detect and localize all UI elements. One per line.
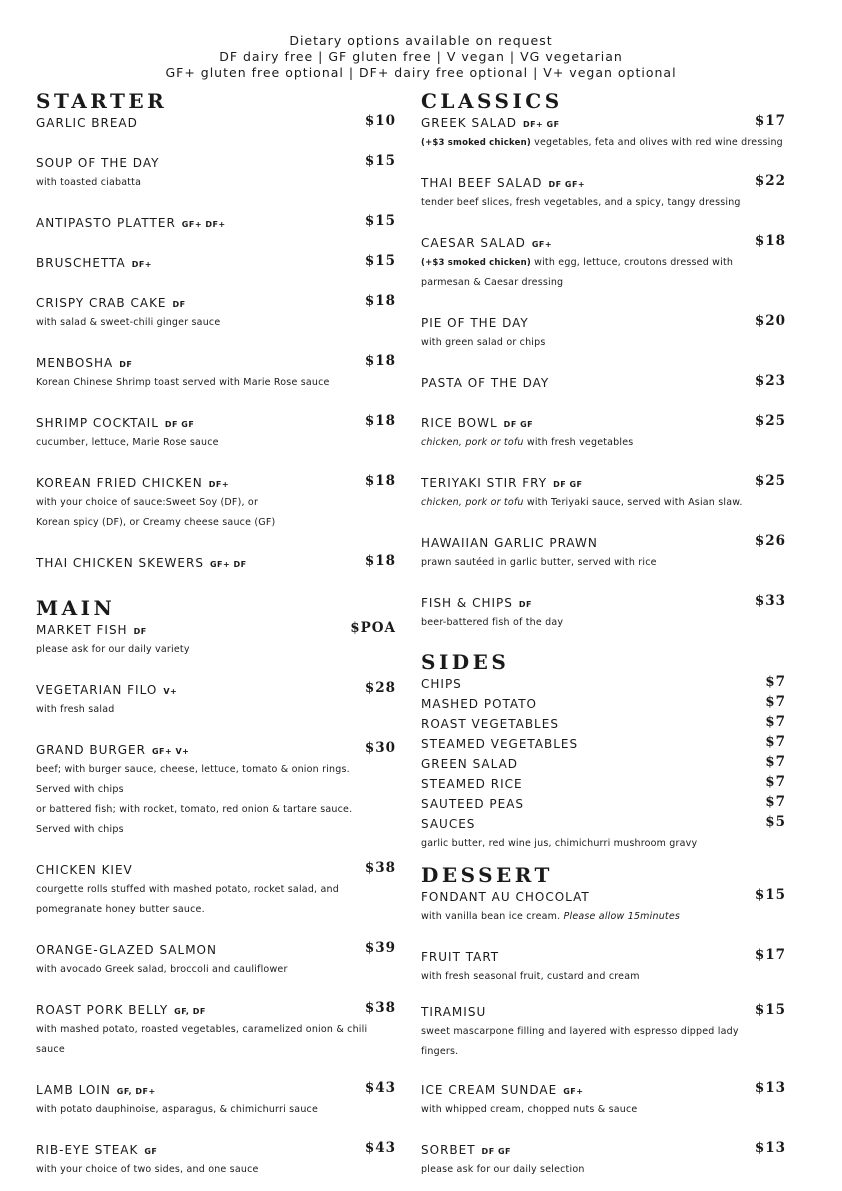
item-description [36,373,396,393]
item-name-text: TERIYAKI STIR FRY [421,476,548,490]
item-name-text: ANTIPASTO PLATTER [36,216,176,230]
item-price: $38 [364,1000,396,1016]
dietary-tags: DF [133,627,147,636]
section-title: STARTER [36,89,168,113]
item-description [421,193,786,213]
menu-item-name [421,794,786,811]
item-name-text: LAMB LOIN [36,1083,111,1097]
desc-text: Served with chips [36,784,124,795]
dietary-tags: DF [119,360,133,369]
desc-text: please ask for our daily selection [421,1164,585,1175]
dietary-line-2: DF dairy free | GF gluten free | V vegan | VG vegetarian [219,49,623,64]
item-name-text: GREEK SALAD [421,116,517,130]
item-description [36,820,396,840]
menu-item-name [36,740,396,757]
dietary-tags: GF+ [531,240,553,249]
desc-text: sauce [36,1044,65,1055]
item-price: $20 [754,313,786,329]
item-description [36,493,396,513]
item-price: $7 [765,694,786,710]
item-price: $18 [364,553,396,569]
item-price: $7 [765,754,786,770]
dietary-tags: GF+ DF+ [181,220,226,229]
price-note: (+$3 smoked chicken) [421,138,535,148]
item-name-text: STEAMED VEGETABLES [421,737,579,751]
desc-text: Served with chips [36,824,124,835]
item-name-text: ORANGE-GLAZED SALMON [36,943,217,957]
item-price: $22 [754,173,786,189]
menu-item-name [421,754,786,771]
dietary-tags: GF, DF [174,1007,206,1016]
desc-text: with salad & sweet-chili ginger sauce [36,317,221,328]
item-name-text: RIB-EYE STEAK [36,1143,139,1157]
item-description [421,433,786,453]
dietary-tags: DF GF+ [548,180,586,189]
item-name-text: MASHED POTATO [421,697,537,711]
menu-item-name [36,293,396,310]
item-name-text: FISH & CHIPS [421,596,513,610]
item-name-text: MENBOSHA [36,356,114,370]
desc-text: beer-battered fish of the day [421,617,564,628]
menu-item-name [421,714,786,731]
menu-item-name [421,1140,786,1157]
item-name-text: BRUSCHETTA [36,256,126,270]
dietary-tags: GF+ [563,1087,584,1096]
menu-item-name [36,620,396,637]
item-description [421,553,786,573]
item-description [421,967,786,987]
menu-item-name [36,940,396,957]
item-price: $28 [364,680,396,696]
item-price: $18 [754,233,786,249]
item-name-text: ROAST PORK BELLY [36,1003,169,1017]
item-price: $7 [765,674,786,690]
desc-text: with Teriyaki sauce, served with Asian slaw. [526,497,743,508]
menu-item-name [421,113,786,130]
desc-text: sweet mascarpone filling and layered with espresso dipped lady [421,1026,739,1037]
item-price: $5 [765,814,786,830]
menu-item-name [421,774,786,791]
desc-text: with vanilla bean ice cream. [421,911,564,922]
desc-text: with green salad or chips [421,337,546,348]
menu-item-name [36,213,396,230]
desc-text: or battered fish; with rocket, tomato, red onion & tartare sauce. [36,804,353,815]
item-description [36,173,396,193]
menu-item-name [421,373,786,390]
desc-text: pomegranate honey butter sauce. [36,904,205,915]
item-price: $25 [754,413,786,429]
item-name-text: SHRIMP COCKTAIL [36,416,159,430]
menu-item-name [421,233,786,250]
item-price: $15 [754,887,786,903]
item-description [36,700,396,720]
desc-text: with mashed potato, roasted vegetables, caramelized onion & chili [36,1024,368,1035]
item-price: $7 [765,774,786,790]
item-description [36,640,396,660]
item-price: $15 [364,213,396,229]
item-description [421,1100,786,1120]
item-name-text: FRUIT TART [421,950,500,964]
menu-item-name [421,533,786,550]
item-description [36,760,396,780]
item-description [36,1100,396,1120]
desc-text: Korean spicy (DF), or Creamy cheese sauce (GF) [36,517,276,528]
item-price: $23 [754,373,786,389]
menu-item-name [421,1002,786,1019]
item-name-text: GRAND BURGER [36,743,146,757]
desc-text: garlic butter, red wine jus, chimichurri mushroom gravy [421,838,698,849]
desc-text: vegetables, feta and olives with red wine dressing [534,137,783,148]
dietary-tags: DF [172,300,186,309]
item-price: $18 [364,353,396,369]
item-name-text: CHIPS [421,677,462,691]
item-name-text: PIE OF THE DAY [421,316,529,330]
dietary-line-3: GF+ gluten free optional | DF+ dairy free optional | V+ vegan optional [165,65,677,80]
item-name-text: RICE BOWL [421,416,498,430]
menu-item-name [36,1000,396,1017]
menu-item-name [421,173,786,190]
desc-text: please ask for our daily variety [36,644,190,655]
left-column [36,0,396,1191]
item-description [36,960,396,980]
dietary-tags: DF GF [164,420,195,429]
item-description [421,133,786,153]
item-price: $POA [350,620,396,636]
menu-item-name [421,413,786,430]
desc-text: with egg, lettuce, croutons dressed with [534,257,734,268]
menu-item-name [36,153,396,170]
item-description [421,907,786,927]
desc-text: with toasted ciabatta [36,177,142,188]
dietary-tags: DF+ GF [522,120,560,129]
menu-item-name [36,113,396,130]
item-price: $43 [364,1140,396,1156]
item-name-text: HAWAIIAN GARLIC PRAWN [421,536,598,550]
dietary-tags: GF [144,1147,158,1156]
menu-item-name [421,887,786,904]
item-name-text: STEAMED RICE [421,777,523,791]
item-price: $15 [754,1002,786,1018]
item-name-text: KOREAN FRIED CHICKEN [36,476,203,490]
menu-item-name [421,734,786,751]
item-description [36,1040,396,1060]
menu-item-name [36,353,396,370]
item-price: $7 [765,734,786,750]
desc-text: prawn sautéed in garlic butter, served with rice [421,557,657,568]
desc-text: with your choice of sauce:Sweet Soy (DF), or [36,497,259,508]
item-price: $7 [765,714,786,730]
item-price: $25 [754,473,786,489]
menu-item-name [36,860,396,877]
dietary-tags: DF GF [481,1147,511,1156]
section-title: SIDES [421,650,510,674]
item-description [421,253,786,273]
menu-item-name [421,694,786,711]
item-description [421,613,786,633]
item-description [36,1160,396,1180]
item-price: $30 [364,740,396,756]
item-description [36,780,396,800]
menu-item-name [36,413,396,430]
item-description [36,900,396,920]
item-name-text: CRISPY CRAB CAKE [36,296,167,310]
item-description [36,880,396,900]
dietary-tags: DF+ [131,260,152,269]
item-description [36,433,396,453]
item-description [421,493,786,513]
section-title: CLASSICS [421,89,563,113]
item-price: $39 [364,940,396,956]
item-price: $43 [364,1080,396,1096]
desc-text: cucumber, lettuce, Marie Rose sauce [36,437,219,448]
section-title: DESSERT [421,863,553,887]
menu-item-name [421,473,786,490]
menu-item-name [36,1140,396,1157]
item-name-text: THAI CHICKEN SKEWERS [36,556,204,570]
item-price: $33 [754,593,786,609]
menu-item-name [36,473,396,490]
item-price: $10 [364,113,396,129]
item-description [421,1160,786,1180]
item-name-text: THAI BEEF SALAD [421,176,543,190]
menu-item-name [36,553,396,570]
dietary-tags: DF GF [503,420,534,429]
desc-text: parmesan & Caesar dressing [421,277,564,288]
desc-text: fingers. [421,1046,459,1057]
item-description [421,1042,786,1062]
menu-item-name [421,947,786,964]
item-description [421,1022,786,1042]
desc-text: Korean Chinese Shrimp toast served with Marie Rose sauce [36,377,330,388]
protein-options: chicken, pork or tofu [421,497,527,508]
menu-item-name [421,1080,786,1097]
desc-text: with potato dauphinoise, asparagus, & chimichurri sauce [36,1104,319,1115]
desc-text: with fresh salad [36,704,115,715]
item-description [36,800,396,820]
item-description [36,513,396,533]
item-name-text: GARLIC BREAD [36,116,138,130]
dietary-tags: V+ [163,687,178,696]
item-name-text: VEGETARIAN FILO [36,683,158,697]
dietary-tags: DF [518,600,532,609]
dietary-tags: GF+ DF [209,560,247,569]
item-name-text: MARKET FISH [36,623,128,637]
desc-text: with your choice of two sides, and one sauce [36,1164,259,1175]
prep-note: Please allow 15minutes [563,911,681,922]
item-price: $15 [364,153,396,169]
dietary-tags: GF, DF+ [116,1087,156,1096]
item-price: $18 [364,413,396,429]
dietary-tags: GF+ V+ [151,747,190,756]
menu-item-name [421,593,786,610]
menu-item-name [36,680,396,697]
dietary-tags: DF GF [553,480,583,489]
menu-item-name [421,674,786,691]
item-price: $17 [754,113,786,129]
price-note: (+$3 smoked chicken) [421,258,535,268]
item-description [421,834,786,854]
item-name-text: ROAST VEGETABLES [421,717,559,731]
protein-options: chicken, pork or tofu [421,437,527,448]
item-price: $26 [754,533,786,549]
item-name-text: FONDANT AU CHOCOLAT [421,890,590,904]
item-name-text: GREEN SALAD [421,757,519,771]
menu-item-name [421,313,786,330]
desc-text: with whipped cream, chopped nuts & sauce [421,1104,638,1115]
item-name-text: PASTA OF THE DAY [421,376,550,390]
item-name-text: SAUTEED PEAS [421,797,525,811]
item-name-text: SORBET [421,1143,476,1157]
item-price: $18 [364,293,396,309]
item-price: $38 [364,860,396,876]
item-price: $15 [364,253,396,269]
menu-item-name [36,1080,396,1097]
item-name-text: CHICKEN KIEV [36,863,133,877]
item-price: $13 [754,1080,786,1096]
item-price: $7 [765,794,786,810]
item-price: $18 [364,473,396,489]
item-description [421,273,786,293]
item-description [36,313,396,333]
desc-text: with fresh vegetables [526,437,634,448]
dietary-line-1: Dietary options available on request [289,33,553,48]
item-name-text: SOUP OF THE DAY [36,156,160,170]
dietary-tags: DF+ [208,480,230,489]
item-price: $13 [754,1140,786,1156]
item-description [421,333,786,353]
desc-text: with avocado Greek salad, broccoli and cauliflower [36,964,288,975]
item-price: $17 [754,947,786,963]
item-name-text: CAESAR SALAD [421,236,526,250]
desc-text: with fresh seasonal fruit, custard and cream [421,971,640,982]
desc-text: courgette rolls stuffed with mashed potato, rocket salad, and [36,884,339,895]
section-title: MAIN [36,596,116,620]
item-name-text: SAUCES [421,817,476,831]
desc-text: tender beef slices, fresh vegetables, and a spicy, tangy dressing [421,197,741,208]
menu-item-name [421,814,786,831]
item-name-text: TIRAMISU [421,1005,487,1019]
menu-item-name [36,253,396,270]
item-description [36,1020,396,1040]
item-name-text: ICE CREAM SUNDAE [421,1083,558,1097]
right-column [421,0,786,1191]
desc-text: beef; with burger sauce, cheese, lettuce, tomato & onion rings. [36,764,350,775]
